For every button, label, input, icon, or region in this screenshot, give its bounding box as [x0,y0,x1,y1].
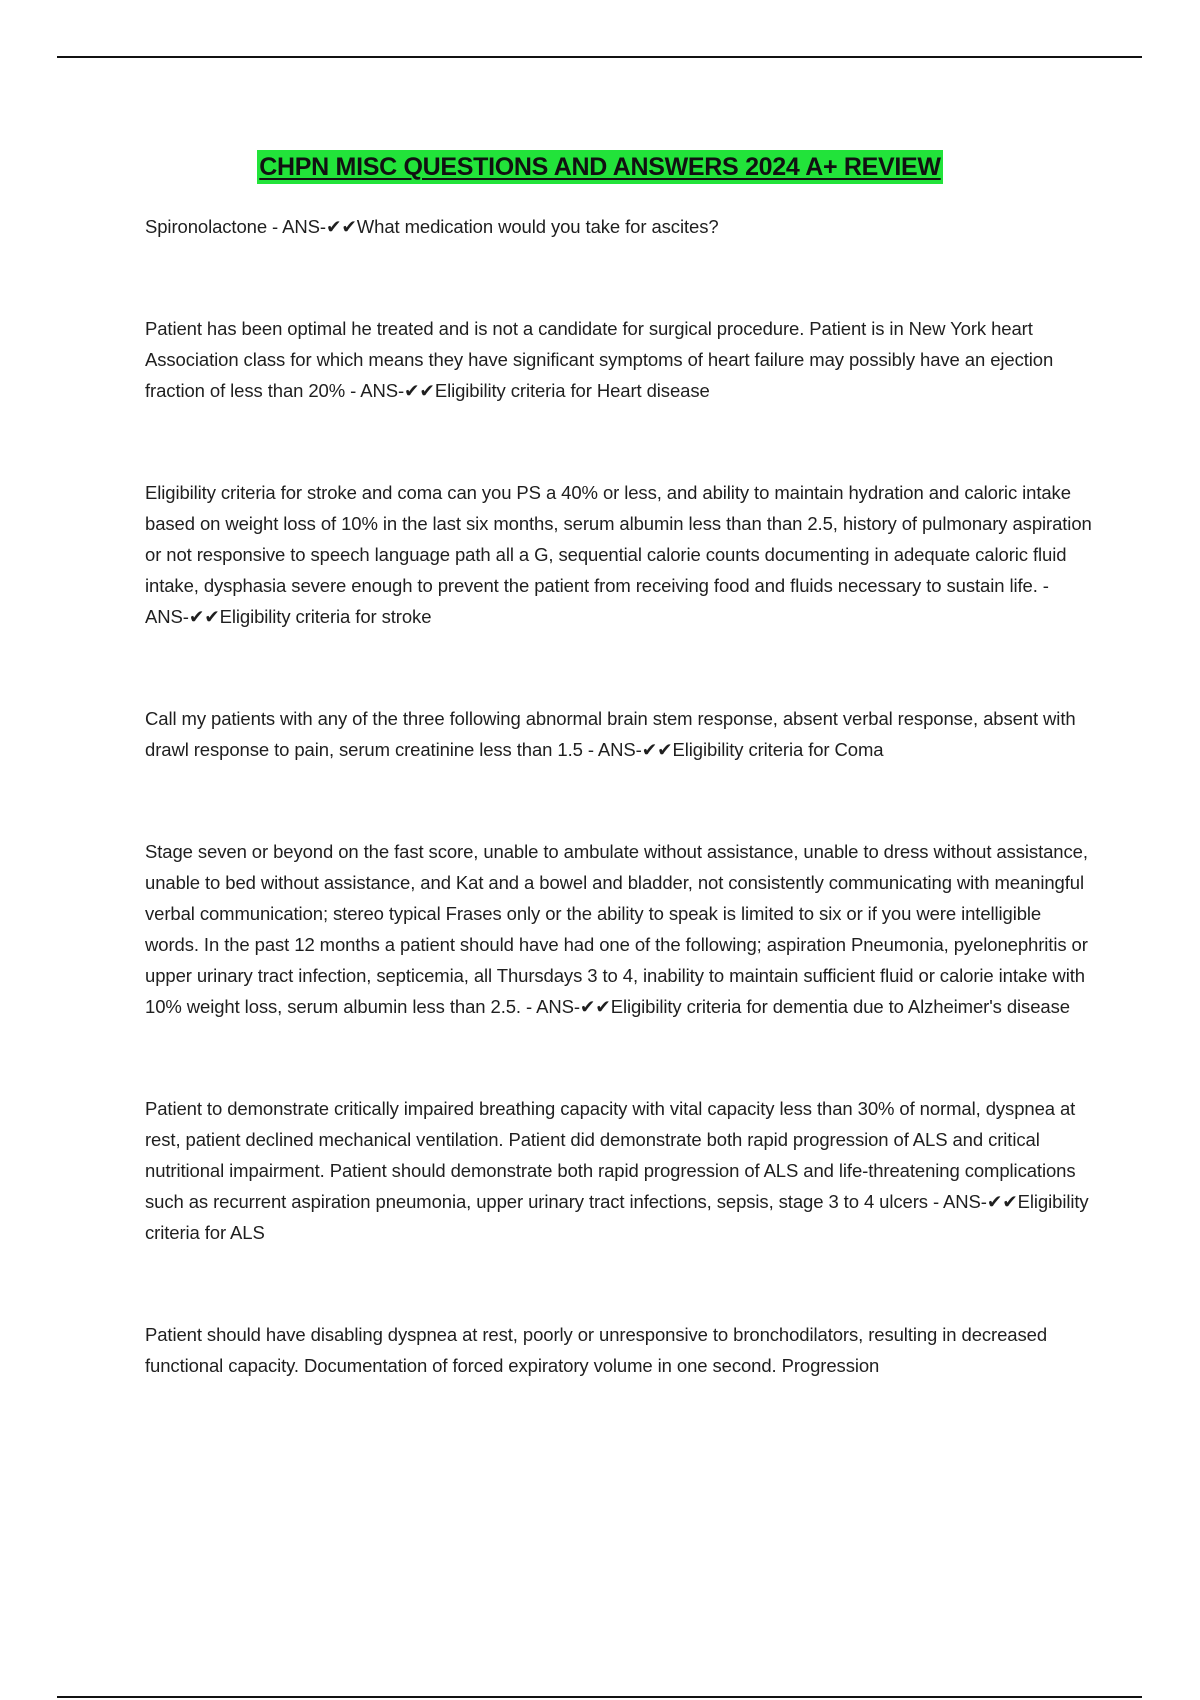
checkmark-icon: ✔✔ [188,606,220,627]
checkmark-icon: ✔✔ [986,1191,1018,1212]
question-text: Spironolactone - ANS- [145,216,326,237]
document-title: CHPN MISC QUESTIONS AND ANSWERS 2024 A+ REVIEW [257,150,942,184]
answer-text: Eligibility criteria for ALS [145,1191,1089,1243]
answer-text: Eligibility criteria for Coma [672,739,884,760]
answer-text: Eligibility criteria for dementia due to Alzheimer's disease [610,996,1070,1017]
qa-entry [145,313,1095,406]
question-text: Stage seven or beyond on the fast score, unable to ambulate without assistance, unable to dress without assistance, unable to bed without assistance, and Kat and a bowel and bladder, not consistently communicating with meaningful verbal communication; stereo typical Frases only or the ability to speak is limited to six or if you were intelligible words. In the past 12 months a patient should have had one of the following; aspiration Pneumonia, pyelonephritis or upper urinary tract infection, septicemia, all Thursdays 3 to 4, inability to maintain sufficient fluid or calorie intake with 10% weight loss, serum albumin less than 2.5. - ANS- [145,841,1088,1017]
question-text: Patient has been optimal he treated and is not a candidate for surgical procedure. Patient is in New York heart Association class for which means they have significant symptoms of heart failure may possibly have an ejection fraction of less than 20% - ANS- [145,318,1054,401]
qa-entry [145,1319,1095,1381]
bottom-divider [57,1696,1142,1698]
checkmark-icon: ✔✔ [404,380,435,401]
checkmark-icon: ✔✔ [641,739,673,760]
answer-text: What medication would you take for ascites? [356,216,719,237]
question-text: Eligibility criteria for stroke and coma can you PS a 40% or less, and ability to maintain hydration and caloric intake based on weight loss of 10% in the last six months, serum albumin less than than 2.5, history of pulmonary aspiration or not responsive to speech language path all a G, sequential calorie counts documenting in adequate caloric fluid intake, dysphasia severe enough to prevent the patient from receiving food and fluids necessary to sustain life. - ANS- [145,482,1092,627]
qa-entry [145,703,1095,765]
top-divider [57,56,1142,58]
question-text: Call my patients with any of the three following abnormal brain stem response, absent verbal response, absent with drawl response to pain, serum creatinine less than 1.5 - ANS- [145,708,1076,760]
qa-entry [145,211,1095,242]
qa-entry [145,836,1095,1022]
checkmark-icon: ✔✔ [325,216,357,237]
qa-entry [145,1093,1095,1248]
answer-text: Eligibility criteria for Heart disease [434,380,710,401]
title-container [0,150,1200,184]
question-text: Patient should have disabling dyspnea at rest, poorly or unresponsive to bronchodilators, resulting in decreased functional capacity. Documentation of forced expiratory volume in one second. Progression [145,1324,1048,1376]
qa-list [145,211,1095,1452]
checkmark-icon: ✔✔ [579,996,611,1017]
answer-text: Eligibility criteria for stroke [219,606,432,627]
question-text: Patient to demonstrate critically impaired breathing capacity with vital capacity less than 30% of normal, dyspnea at rest, patient declined mechanical ventilation. Patient did demonstrate both rapid progression of ALS and critical nutritional impairment. Patient should demonstrate both rapid progression of ALS and life-threatening complications such as recurrent aspiration pneumonia, upper urinary tract infections, sepsis, stage 3 to 4 ulcers - ANS- [145,1098,1076,1212]
qa-entry [145,477,1095,632]
